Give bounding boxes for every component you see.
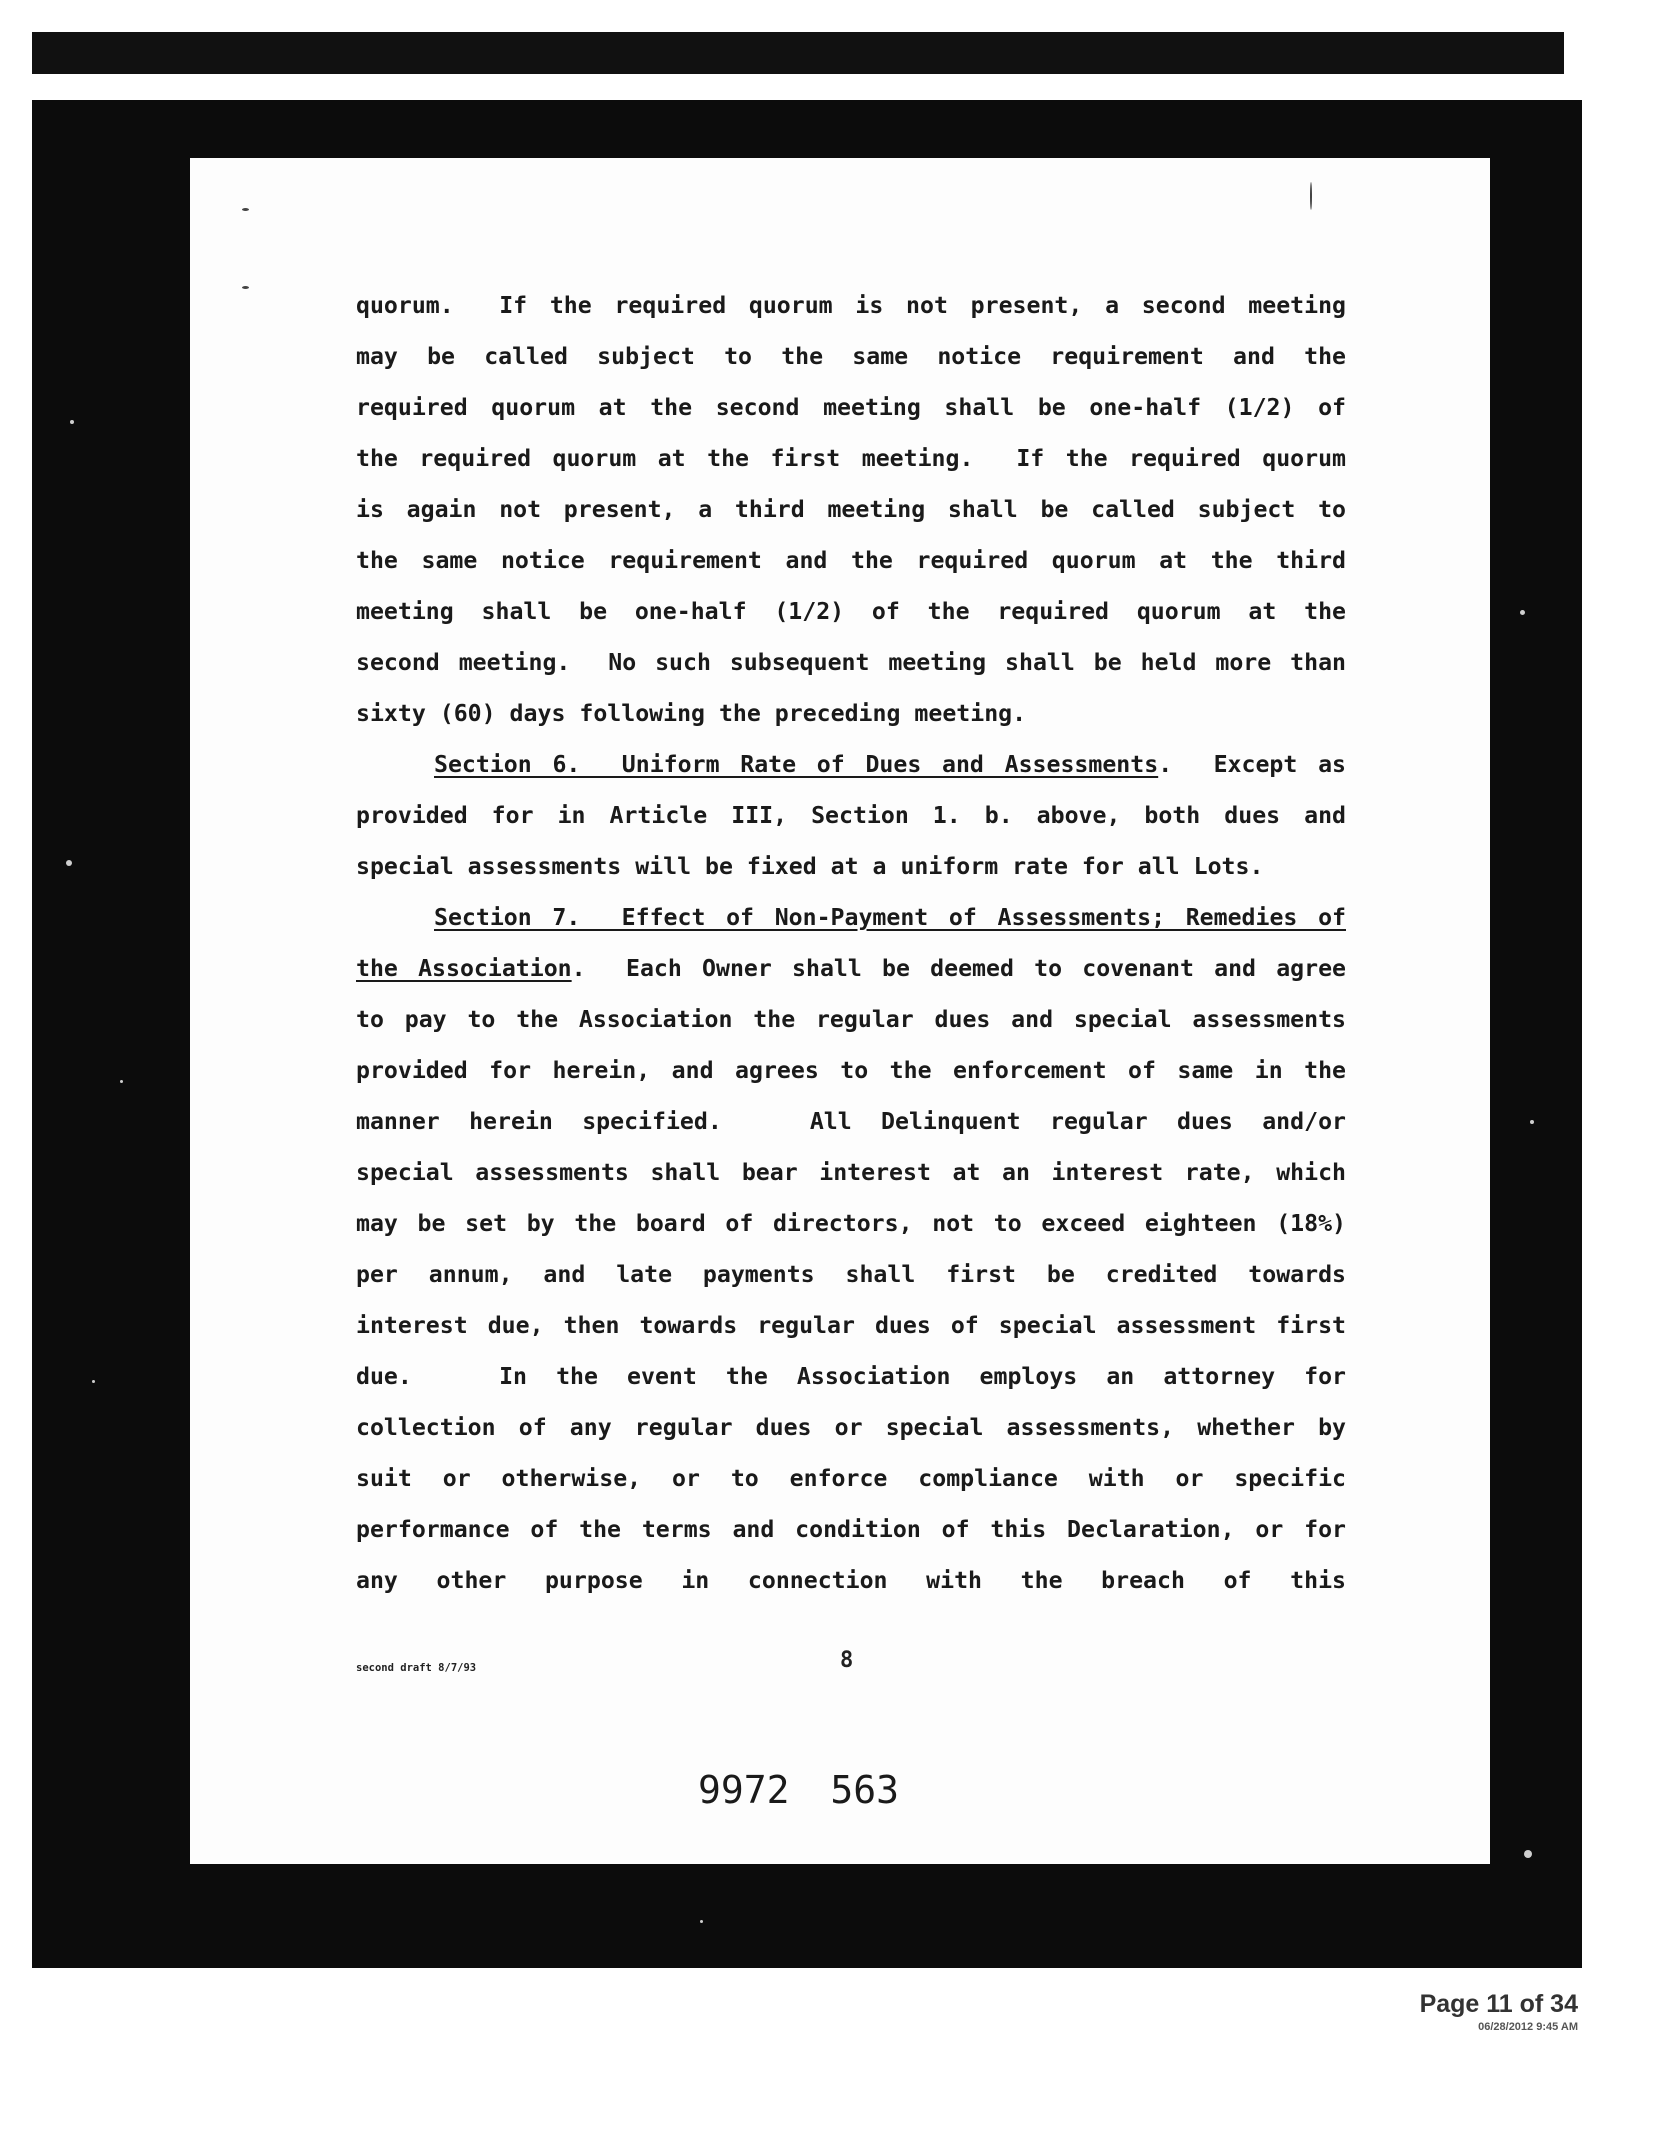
text-line: quorum. If the required quorum is not present, a second meeting [356, 292, 1346, 319]
text-line: meeting shall be one-half (1/2) of the required quorum at the [356, 598, 1346, 625]
text-line: suit or otherwise, or to enforce compliance with or specific [356, 1465, 1346, 1492]
page-speck [242, 286, 249, 289]
text-line: collection of any regular dues or special assessments, whether by [356, 1414, 1346, 1441]
text-line: any other purpose in connection with the breach of this [356, 1567, 1346, 1594]
text-line: special assessments will be fixed at a uniform rate for all Lots. [356, 853, 1264, 880]
section-6-heading: Section 6. Uniform Rate of Dues and Assessments [434, 751, 1159, 778]
page-speck [1310, 182, 1312, 210]
scan-speck [120, 1080, 123, 1083]
section-6-line-tail: . Except as [1158, 751, 1346, 778]
page-speck [242, 208, 249, 211]
text-line: may be called subject to the same notice requirement and the [356, 343, 1346, 370]
text-line: second meeting. No such subsequent meeting shall be held more than [356, 649, 1346, 676]
recording-stamp: 9972 563 [698, 1768, 900, 1812]
draft-note: second draft 8/7/93 [356, 1662, 477, 1674]
section-7-heading-continued: the Association [356, 955, 572, 982]
text-line: interest due, then towards regular dues of special assessment first [356, 1312, 1346, 1339]
text-line: may be set by the board of directors, not to exceed eighteen (18%) [356, 1210, 1346, 1237]
viewer-page-counter [1420, 1990, 1578, 2033]
scan-speck [66, 860, 72, 866]
text-line: to pay to the Association the regular dues and special assessments [356, 1006, 1346, 1033]
text-line: performance of the terms and condition of this Declaration, or for [356, 1516, 1346, 1543]
scan-border-gap [32, 74, 1564, 100]
scan-speck [1524, 1850, 1532, 1858]
text-line: due. In the event the Association employs an attorney for [356, 1363, 1346, 1390]
section-7-heading: Section 7. Effect of Non-Payment of Assessments; Remedies of [434, 904, 1346, 931]
text-line: per annum, and late payments shall first be credited towards [356, 1261, 1346, 1288]
document-body [356, 280, 1346, 1606]
text-line: provided for in Article III, Section 1. b. above, both dues and [356, 802, 1346, 829]
text-line: required quorum at the second meeting shall be one-half (1/2) of [356, 394, 1346, 421]
text-line: is again not present, a third meeting shall be called subject to [356, 496, 1346, 523]
text-line: special assessments shall bear interest at an interest rate, which [356, 1159, 1346, 1186]
text-line: sixty (60) days following the preceding meeting. [356, 700, 1027, 727]
section-7-line-tail: . Each Owner shall be deemed to covenant and agree [571, 955, 1346, 982]
text-line: the same notice requirement and the required quorum at the third [356, 547, 1346, 574]
section-7-heading-line [356, 892, 1346, 943]
scanned-page [190, 158, 1490, 1864]
scan-speck [1530, 1120, 1534, 1124]
section-6-first-line [356, 739, 1346, 790]
scan-top-border [32, 32, 1564, 74]
scan-speck [92, 1380, 95, 1383]
page-number: 8 [840, 1648, 854, 1673]
scan-speck [70, 420, 74, 424]
text-line: provided for herein, and agrees to the enforcement of same in the [356, 1057, 1346, 1084]
scan-speck [700, 1920, 703, 1923]
print-timestamp: 06/28/2012 9:45 AM [1478, 2021, 1578, 2033]
section-7-second-line [356, 943, 1346, 994]
text-line: manner herein specified. All Delinquent regular dues and/or [356, 1108, 1346, 1135]
page-counter-label: Page 11 of 34 [1419, 1990, 1578, 2018]
scan-speck [1520, 610, 1525, 615]
text-line: the required quorum at the first meeting. If the required quorum [356, 445, 1346, 472]
